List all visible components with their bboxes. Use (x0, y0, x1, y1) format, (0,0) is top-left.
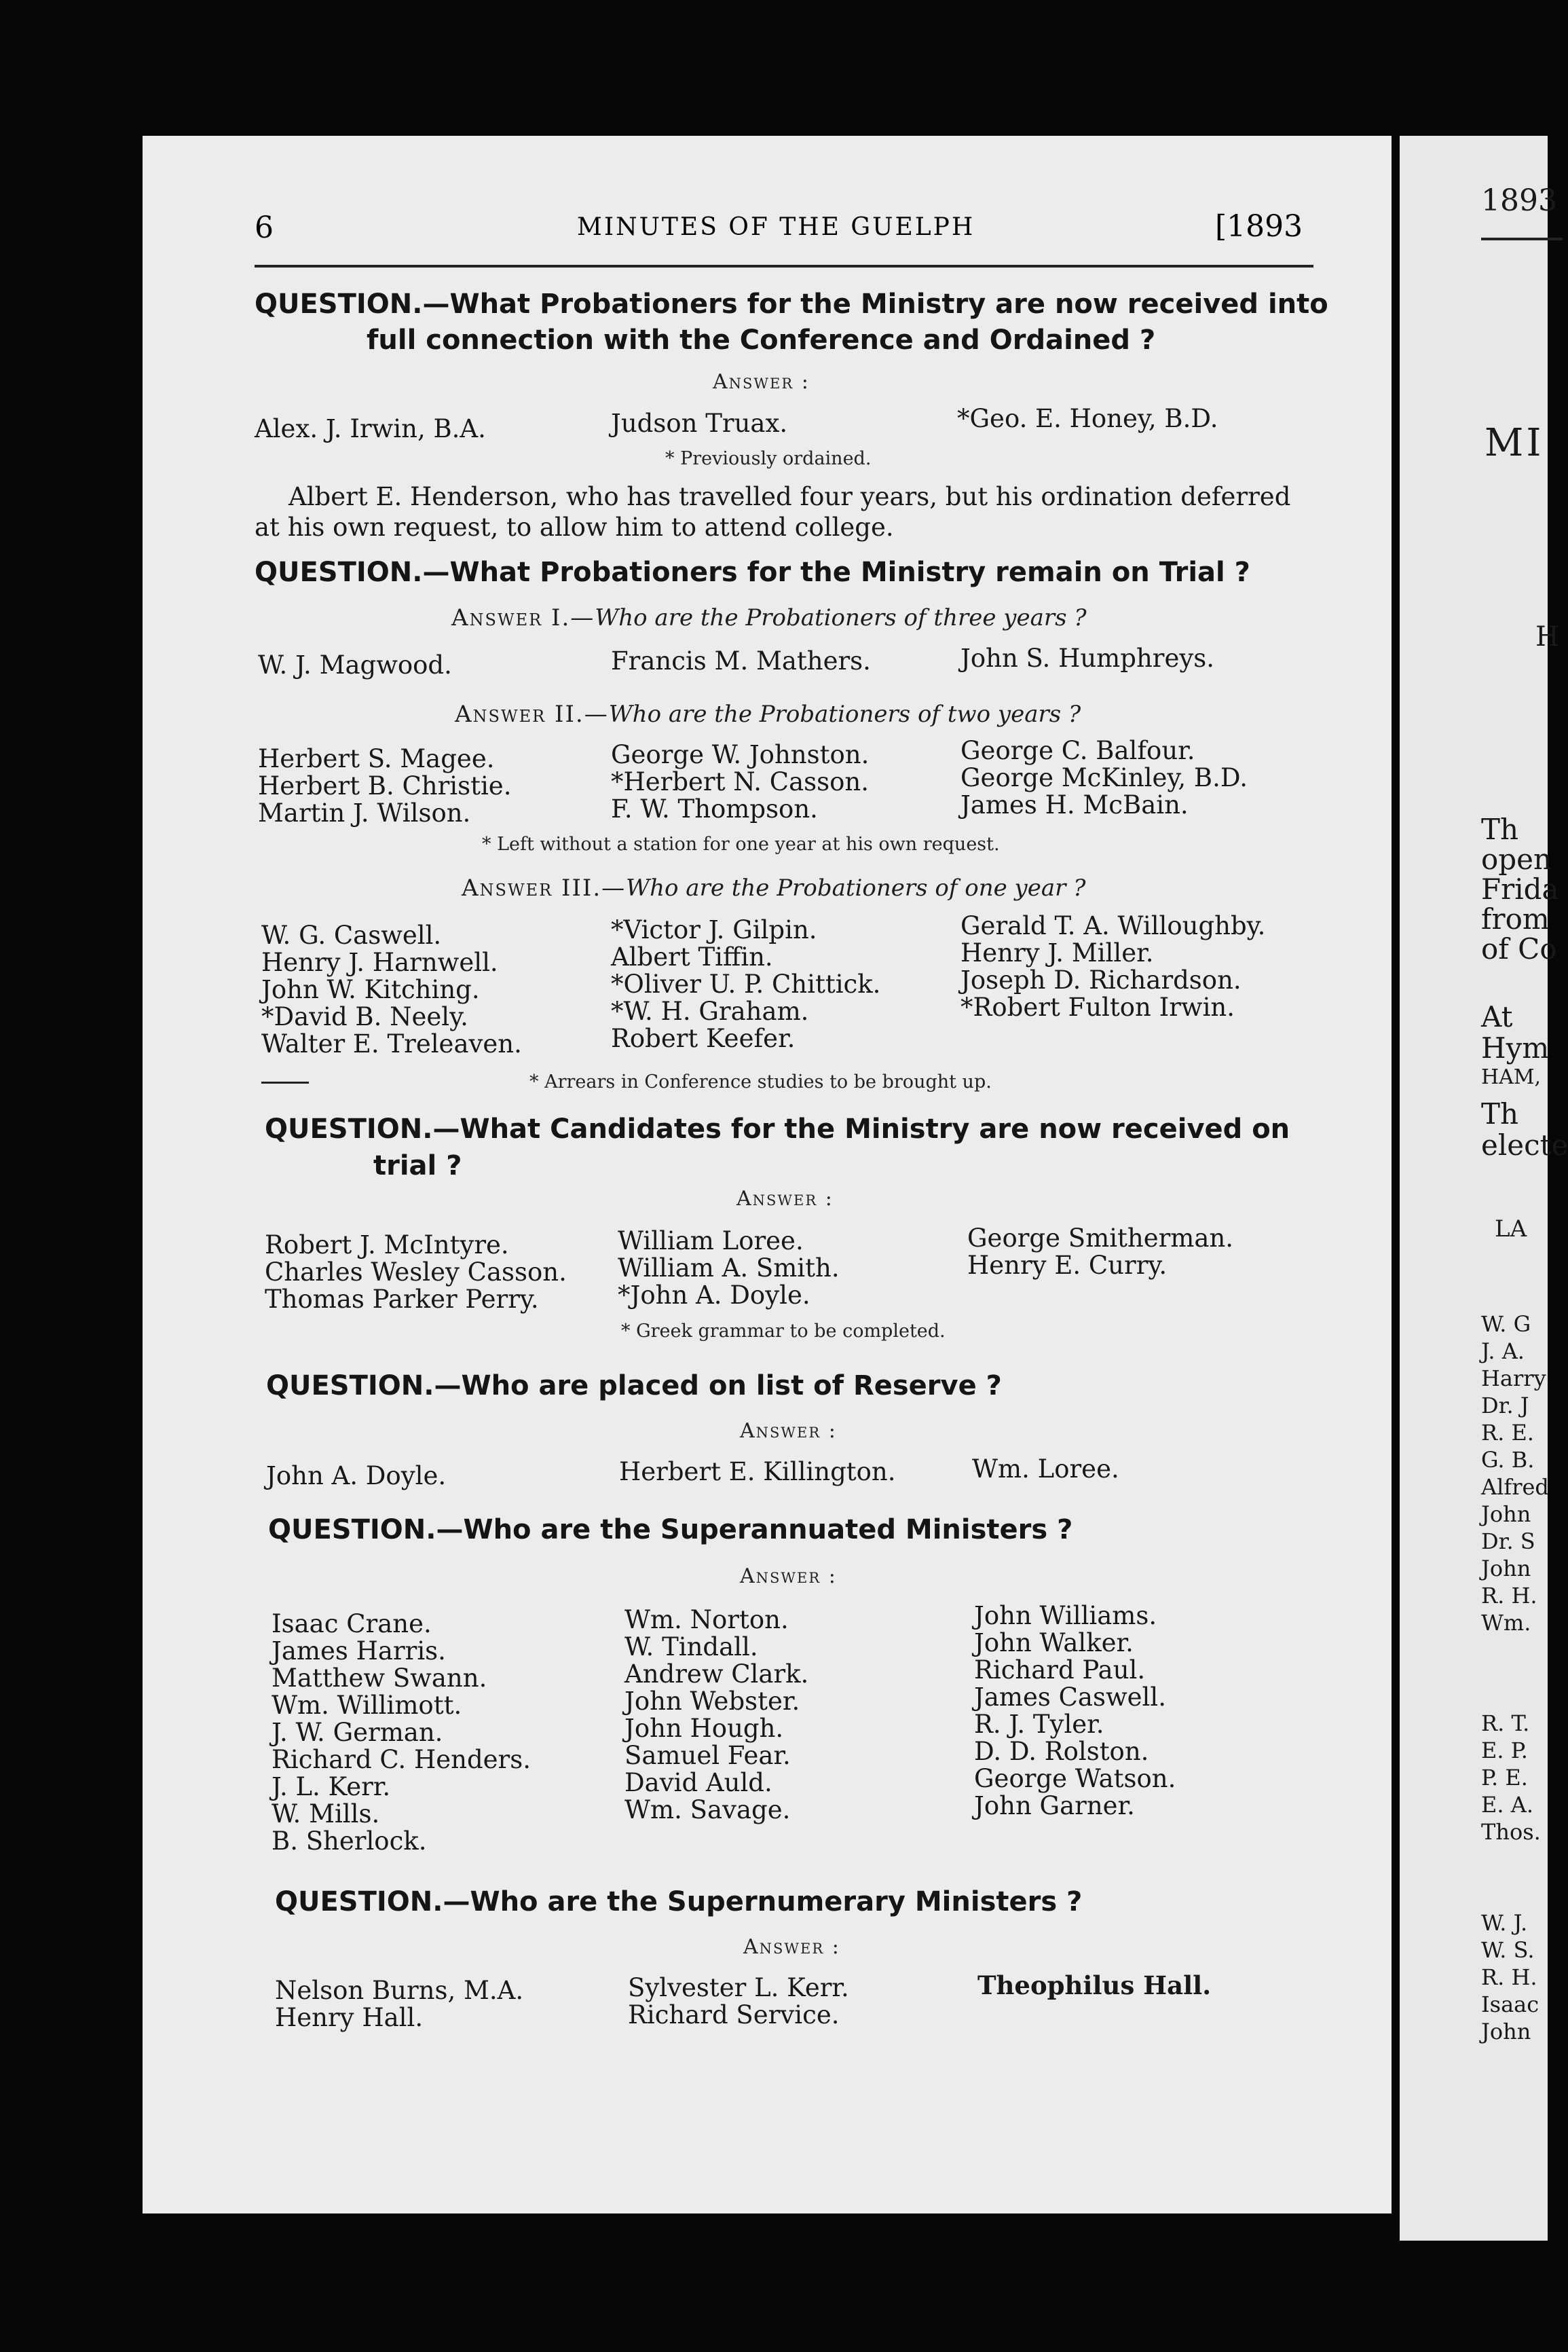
question-heading: QUESTION.—What Probationers for the Ministry remain on Trial ? (255, 557, 1250, 588)
facing-label: LA (1495, 1215, 1527, 1243)
name-entry: W. J. Magwood. (258, 650, 452, 680)
answer-subheading: Answer I.—Who are the Probationers of three years ? (451, 604, 1087, 631)
name-entry: John Williams. (974, 1601, 1157, 1630)
name-entry: Theophilus Hall. (977, 1970, 1212, 2000)
page-header (143, 204, 1392, 258)
answer-label: Answer : (740, 1564, 837, 1588)
name-entry: Wm. Savage. (624, 1795, 791, 1824)
name-column (611, 741, 869, 823)
short-rule (261, 1082, 309, 1084)
page (143, 136, 1392, 2213)
name-column (967, 1225, 1233, 1279)
facing-rule (1481, 238, 1563, 240)
name-entry: Francis M. Mathers. (611, 646, 871, 676)
name-entry: Wm. Loree. (972, 1454, 1119, 1484)
name-entry: Sylvester L. Kerr. (628, 1973, 849, 2002)
name-entry: George Watson. (974, 1764, 1176, 1793)
facing-text-column: Th electe (1481, 1097, 1568, 1162)
name-entry: Thomas Parker Perry. (265, 1285, 539, 1314)
name-entry: Judson Truax. (611, 409, 788, 438)
name-entry: Wm. Norton. (624, 1605, 789, 1634)
question-heading: QUESTION.—Who are the Superannuated Ministers ? (268, 1514, 1073, 1545)
facing-year: 1893 (1481, 183, 1557, 218)
name-entry: Alex. J. Irwin, B.A. (255, 414, 486, 443)
header-rule (255, 265, 1313, 268)
name-column (977, 1972, 1211, 1999)
footnote: * Greek grammar to be completed. (621, 1321, 946, 1342)
name-entry: *Geo. E. Honey, B.D. (957, 404, 1218, 433)
name-entry: *Robert Fulton Irwin. (960, 993, 1235, 1022)
name-column (960, 913, 1265, 1021)
name-column (261, 922, 522, 1058)
name-entry: John S. Humphreys. (960, 644, 1215, 673)
name-entry: Herbert E. Killington. (619, 1457, 896, 1486)
name-column (624, 1606, 808, 1824)
name-entry: W. G. Caswell. (261, 921, 442, 950)
name-entry: Richard Paul. (974, 1655, 1146, 1685)
name-entry: John Hough. (624, 1714, 784, 1743)
name-entry: *Herbert N. Casson. (611, 767, 869, 796)
name-entry: Gerald T. A. Willoughby. (960, 911, 1266, 940)
name-entry: Wm. Willimott. (272, 1691, 462, 1720)
page-number: 6 (255, 210, 274, 245)
facing-heading: MI (1485, 421, 1544, 465)
footnote: * Arrears in Conference studies to be brought up. (529, 1071, 992, 1092)
answer-label: Answer : (743, 1935, 840, 1959)
facing-letter: H (1535, 621, 1559, 653)
name-entry: Henry J. Harnwell. (261, 948, 498, 977)
answer-label: Answer : (740, 1419, 837, 1443)
name-entry: Samuel Fear. (624, 1741, 791, 1770)
name-entry: George Smitherman. (967, 1224, 1234, 1253)
answer-subheading: Answer II.—Who are the Probationers of two years ? (455, 701, 1081, 728)
name-column (618, 1228, 840, 1309)
name-entry: *John A. Doyle. (618, 1281, 810, 1310)
name-column (275, 1977, 523, 2032)
name-entry: James Harris. (272, 1636, 446, 1666)
name-entry: Henry J. Miller. (960, 938, 1154, 968)
name-entry: Isaac Crane. (272, 1609, 432, 1638)
name-entry: David Auld. (624, 1768, 772, 1797)
facing-name-list: R. T. E. P. P. E. E. A. Thos. (1481, 1710, 1541, 1845)
name-entry: F. W. Thompson. (611, 794, 818, 824)
name-entry: Herbert S. Magee. (258, 744, 495, 773)
name-entry: Martin J. Wilson. (258, 798, 471, 828)
footnote: * Left without a station for one year at his own request. (482, 834, 1000, 855)
name-entry: Richard C. Henders. (272, 1745, 531, 1774)
name-entry: James H. McBain. (960, 790, 1189, 820)
question-heading-cont: trial ? (373, 1150, 462, 1181)
name-entry: Nelson Burns, M.A. (275, 1976, 524, 2005)
question-heading-cont: full connection with the Conference and Ordained ? (367, 325, 1156, 356)
name-entry: Robert J. McIntyre. (265, 1230, 509, 1260)
facing-name-list: W. G J. A. Harry Dr. J R. E. G. B. Alfred John Dr. S John R. H. Wm. (1481, 1311, 1549, 1636)
name-entry: James Caswell. (974, 1683, 1166, 1712)
name-column (258, 746, 511, 827)
name-entry: *Victor J. Gilpin. (611, 915, 817, 944)
answer-subheading: Answer III.—Who are the Probationers of one year ? (462, 875, 1086, 902)
paragraph-line: Albert E. Henderson, who has travelled four years, but his ordination deferred (288, 482, 1291, 511)
name-column (628, 1974, 849, 2029)
name-entry: R. J. Tyler. (974, 1710, 1104, 1739)
answer-label: Answer : (713, 370, 810, 394)
running-title: MINUTES OF THE GUELPH (577, 213, 975, 241)
footnote: * Previously ordained. (665, 448, 872, 469)
name-entry: William A. Smith. (618, 1253, 840, 1283)
name-entry: Henry E. Curry. (967, 1251, 1168, 1280)
name-entry: Robert Keefer. (611, 1024, 796, 1053)
name-entry: B. Sherlock. (272, 1826, 427, 1856)
name-entry: Richard Service. (628, 2000, 840, 2029)
name-entry: George McKinley, B.D. (960, 763, 1248, 792)
question-heading: QUESTION.—Who are the Supernumerary Ministers ? (275, 1886, 1083, 1917)
question-heading: QUESTION.—What Probationers for the Ministry are now received into (255, 289, 1328, 320)
name-column (960, 737, 1248, 819)
name-entry: *W. H. Graham. (611, 997, 809, 1026)
paragraph-line: at his own request, to allow him to attend college. (255, 513, 894, 542)
name-entry: W. Tindall. (624, 1632, 758, 1661)
question-heading: QUESTION.—What Candidates for the Ministry are now received on (265, 1114, 1290, 1145)
name-entry: John Walker. (974, 1628, 1134, 1657)
name-entry: J. L. Kerr. (272, 1772, 391, 1801)
question-heading: QUESTION.—Who are placed on list of Reserve ? (266, 1370, 1002, 1401)
name-column (974, 1602, 1176, 1820)
name-entry: D. D. Rolston. (974, 1737, 1149, 1766)
facing-page (1400, 136, 1568, 2241)
name-entry: J. W. German. (272, 1718, 443, 1747)
name-entry: Henry Hall. (275, 2003, 424, 2032)
name-entry: John Garner. (974, 1791, 1135, 1820)
name-entry: John W. Kitching. (261, 975, 480, 1004)
name-entry: John A. Doyle. (266, 1461, 447, 1490)
name-entry: Matthew Swann. (272, 1664, 487, 1693)
answer-label: Answer : (736, 1187, 834, 1211)
header-year: [1893 (1215, 209, 1303, 244)
name-entry: George C. Balfour. (960, 736, 1195, 765)
facing-name-list: W. J. W. S. R. H. Isaac John (1481, 1910, 1539, 2044)
name-entry: W. Mills. (272, 1799, 380, 1829)
name-entry: Andrew Clark. (624, 1659, 809, 1689)
name-column (272, 1611, 531, 1855)
name-entry: Herbert B. Christie. (258, 771, 512, 801)
name-entry: John Webster. (624, 1687, 800, 1716)
name-entry: Joseph D. Richardson. (960, 966, 1242, 995)
name-entry: Walter E. Treleaven. (261, 1029, 522, 1059)
facing-text-column: Th open Frida from of Co (1481, 813, 1559, 966)
name-entry: George W. Johnston. (611, 740, 870, 769)
name-column (265, 1232, 567, 1313)
name-entry: Charles Wesley Casson. (265, 1257, 567, 1287)
name-column (611, 917, 880, 1052)
name-entry: *Oliver U. P. Chittick. (611, 970, 881, 999)
name-entry: William Loree. (618, 1226, 804, 1255)
facing-text-column: At Hym HAM, (1481, 1000, 1550, 1089)
name-entry: Albert Tiffin. (611, 942, 773, 972)
name-entry: *David B. Neely. (261, 1002, 468, 1031)
